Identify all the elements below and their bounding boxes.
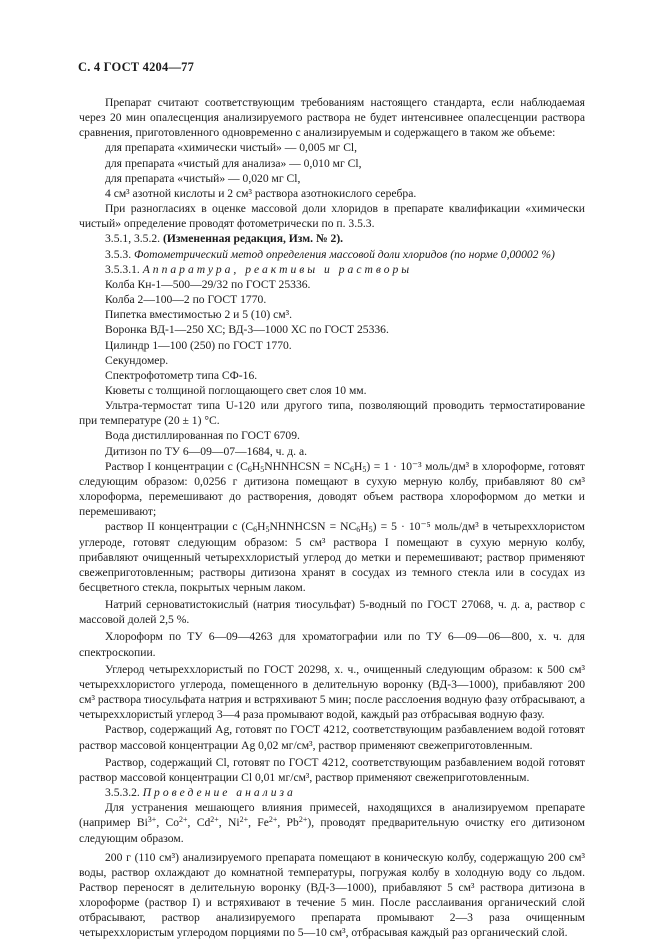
equipment-item: Цилиндр 1—100 (250) по ГОСТ 1770.	[105, 338, 292, 352]
document-body	[79, 95, 585, 941]
section-number: 3.5.3.	[105, 247, 132, 261]
reagent-volumes: 4 см³ азотной кислоты и 2 см³ раствора азотнокислого серебра.	[105, 186, 417, 200]
norm-pure-for-analysis: для препарата «чистый для анализа» — 0,010 мг Cl,	[105, 156, 362, 170]
page-header: С. 4 ГОСТ 4204—77	[78, 60, 195, 74]
norm-chemically-pure: для препарата «химически чистый» — 0,005 мг Cl,	[105, 141, 358, 155]
reagent-chloroform: Хлороформ по ТУ 6—09—4263 для хроматографии или по ТУ 6—09—06—800, х. ч. для спектроскопии.	[79, 630, 585, 659]
equipment-item: Дитизон по ТУ 6—09—07—1684, ч. д. а.	[105, 444, 308, 458]
solution-ag: Раствор, содержащий Ag, готовят по ГОСТ 4212, соответствующим разбавлением водой готовят раствор массовой концентрации Ag 0,02 мг/см³, раствор применяют свежеприготовленным.	[79, 723, 585, 752]
paragraph-intro: Препарат считают соответствующим требованиям настоящего стандарта, если наблюдаемая через 20 мин опалесценция анализируемого раствора не будет интенсивнее опалесценции раствора сравнения, приготовленного одновременно с анализируемым и содержащего в таком же объеме:	[79, 96, 585, 140]
equipment-item: Колба 2—100—2 по ГОСТ 1770.	[105, 293, 267, 307]
section-3-5-3-2	[79, 785, 585, 800]
solution-cl: Раствор, содержащий Cl, готовят по ГОСТ 4212, соответствующим разбавлением водой готовят раствор массовой концентрации Cl 0,01 мг/см³, раствор применяют свежеприготовленным.	[79, 755, 585, 784]
equipment-item: Спектрофотометр типа СФ-16.	[105, 368, 258, 382]
amendment-text: (Измененная редакция, Изм. № 2).	[162, 232, 344, 246]
paragraph-dispute: При разногласиях в оценке массовой доли хлоридов в препарате квалификации «химически чистый» определение проводят фотометрически по п. 3.5.3.	[79, 202, 585, 231]
equipment-item: Кюветы с толщиной поглощающего свет слоя 10 мм.	[105, 383, 367, 397]
equipment-item: Секундомер.	[105, 353, 169, 367]
equipment-item: Колба Кн-1—500—29/32 по ГОСТ 25336.	[105, 277, 311, 291]
equipment-item: Воронка ВД-1—250 ХС; ВД-3—1000 ХС по ГОСТ 25336.	[105, 323, 389, 337]
solution-i: Раствор I концентрации c $(C_6H_5NHNHCSN = NC_6H_5) = 1 \cdot 10^{-3}$ моль/дм³ в хлороформе, готовят следующим образом: 0,0256 г дитизона помещают в сухую мерную колбу, прибавляют 80 см³ хлороформа, перемешивают до растворения, доводят объем раствора хлороформом до метки и перемешивают;	[79, 459, 585, 519]
equipment-item: Пипетка вместимостью 2 и 5 (10) см³.	[105, 308, 293, 322]
section-3-5-3	[79, 247, 585, 262]
section-number: 3.5.3.1.	[105, 262, 140, 276]
section-title: Аппаратура, реактивы и растворы	[142, 262, 413, 276]
norm-pure: для препарата «чистый» — 0,020 мг Cl,	[105, 171, 301, 185]
section-number: 3.5.1, 3.5.2.	[105, 232, 161, 246]
reagent-thiosulfate: Натрий серноватистокислый (натрия тиосульфат) 5-водный по ГОСТ 27068, ч. д. а, раствор с массовой долей 2,5 %.	[79, 598, 585, 627]
section-title: Проведение анализа	[142, 786, 296, 800]
section-number: 3.5.3.2.	[105, 786, 140, 800]
amendment-note	[79, 231, 585, 246]
paragraph-purification: Для устранения мешающего влияния примесей, находящихся в анализируемом препарате (например $Bi^{3+}$, $Co^{2+}$, $Cd^{2+}$, $Ni^{2+}$, $Fe^{2+}$, $Pb^{2+}$), проводят предварительную очистку его дитизоном следующим образом.	[79, 801, 586, 845]
section-title: Фотометрический метод определения массовой доли хлоридов (по норме 0,00002 %)	[134, 247, 555, 261]
reagent-carbon-tetrachloride: Углерод четыреххлористый по ГОСТ 20298, х. ч., очищенный следующим образом: к 500 см³ четыреххлористого углерода, помещенного в делительную воронку (ВД-3—1000), прибавляют 200 см³ раствора тиосульфата натрия и встряхивают 5 мин; после расслоения водную фазу отбрасывают, а четыреххлористый углерод 3—4 раза промывают водой, каждый раз отбрасывая водную фазу.	[79, 662, 585, 722]
equipment-item: Ультра-термостат типа U-120 или другого типа, позволяющий проводить термостатирование при температуре (20 ± 1) °С.	[79, 399, 585, 428]
solution-ii: раствор II концентрации c $(C_6H_5NHNHCSN = NC_6H_5) = 5 \cdot 10^{-5}$ моль/дм³ в четыреххлористом углероде, готовят следующим образом: 5 см³ раствора I помещают в сухую мерную колбу, прибавляют очищенный четыреххлористый углерод до метки и перемешивают; раствор применяют свежеприготовленным; растворы дитизона хранят в сосудах из темного стекла или в сосудах из бесцветного стекла, покрытых черным лаком.	[79, 520, 585, 594]
paragraph-procedure: 200 г (110 см³) анализируемого препарата помещают в коническую колбу, содержащую 200 см³ воды, раствор охлаждают до комнатной температуры, погружая колбу в холодную воду со льдом. Раствор переносят в делительную воронку (ВД-3—1000), прибавляют 5 см³ раствора дитизона в хлороформе (раствор I) и встряхивают в течение 5 мин. После расслаивания органический слой отбрасывают, раствор анализируемого препарата промывают 2—3 раза очищенным четыреххлористым углеродом порциями по 5—10 см³, отбрасывая каждый раз органический слой.	[79, 850, 585, 940]
equipment-item: Вода дистиллированная по ГОСТ 6709.	[105, 429, 300, 443]
section-3-5-3-1	[79, 262, 585, 277]
